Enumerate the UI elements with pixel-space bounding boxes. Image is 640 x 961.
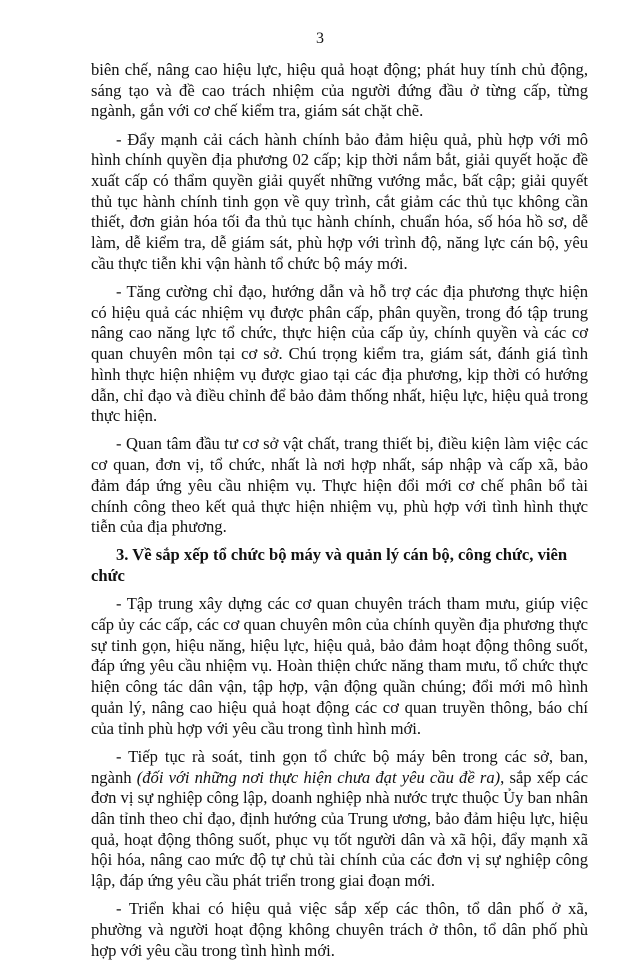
page-number: 3 <box>316 30 324 47</box>
paragraph-apparatus-review <box>91 747 588 892</box>
paragraph-continuation: biên chế, nâng cao hiệu lực, hiệu quả hoạt động; phát huy tính chủ động, sáng tạo và đề cao trách nhiệm của người đứng đầu ở từng cấp, từng ngành, gắn với cơ chế kiểm tra, giám sát chặt chẽ. <box>91 60 588 121</box>
section-heading: 3. Về sắp xếp tổ chức bộ máy và quản lý cán bộ, công chức, viên chức <box>91 545 568 586</box>
paragraph-guidance-support: - Tăng cường chỉ đạo, hướng dẫn và hỗ trợ các địa phương thực hiện có hiệu quả các nhiệm vụ được phân cấp, phân quyền, trong đó tập trung nâng cao năng lực tổ chức, thực hiện của cấp ủy, chính quyền và các cơ quan chuyên môn tại cơ sở. Chú trọng kiểm tra, giám sát, đánh giá tình hình thực hiện nhiệm vụ được giao tại các địa phương, kịp thời có hướng dẫn, chỉ đạo và điều chỉnh để bảo đảm thống nhất, hiệu lực, hiệu quả trong thực hiện. <box>91 282 588 426</box>
paragraph-text-before: - Tiếp tục rà soát, tinh gọn tổ chức bộ máy bên trong các sở, ban, ngành <box>91 746 588 787</box>
paragraph-village-arrangement: - Triển khai có hiệu quả việc sắp xếp các thôn, tổ dân phố ở xã, phường và người hoạt động không chuyên trách ở thôn, tổ dân phố phù hợp với yêu cầu trong tình hình mới. <box>91 899 588 960</box>
paragraph-infrastructure-investment: - Quan tâm đầu tư cơ sở vật chất, trang thiết bị, điều kiện làm việc các cơ quan, đơn vị, tổ chức, nhất là nơi hợp nhất, sáp nhập và cấp xã, bảo đảm đáp ứng yêu cầu nhiệm vụ. Thực hiện đổi mới cơ chế phân bổ tài chính công theo kết quả thực hiện nhiệm vụ, phù hợp với tình hình thực tiễn của địa phương. <box>91 434 588 537</box>
paragraph-admin-reform: - Đẩy mạnh cải cách hành chính bảo đảm hiệu quả, phù hợp với mô hình chính quyền địa phương 02 cấp; kịp thời nắm bắt, giải quyết hoặc đề xuất cấp có thẩm quyền giải quyết những vướng mắc, bất cập; giải quyết thủ tục hành chính tinh gọn về quy trình, cắt giảm các thủ tục không cần thiết, đơn giản hóa tối đa thủ tục hành chính, chuẩn hóa, số hóa hồ sơ, dễ làm, dễ kiểm tra, dễ giám sát, phù hợp với trình độ, năng lực cán bộ, yêu cầu thực tiễn khi vận hành tổ chức bộ máy mới. <box>91 129 588 273</box>
paragraph-advisory-agencies: - Tập trung xây dựng các cơ quan chuyên trách tham mưu, giúp việc cấp ủy các cấp, các cơ quan chuyên môn của chính quyền địa phương thực sự tinh gọn, hiệu năng, hiệu lực, hiệu quả, bảo đảm hoạt động thông suốt, đáp ứng yêu cầu nhiệm vụ. Hoàn thiện chức năng tham mưu, tổ chức thực hiện công tác dân vận, tập hợp, vận động quần chúng; đổi mới mô hình quản lý, nâng cao hiệu quả hoạt động các cơ quan truyền thông, báo chí của tỉnh phù hợp với yêu cầu trong tình hình mới. <box>91 594 588 738</box>
paragraph-italic-note: (đối với những nơi thực hiện chưa đạt yêu cầu đề ra) <box>136 767 501 787</box>
paragraph-text-after: , sắp xếp các đơn vị sự nghiệp công lập, doanh nghiệp nhà nước trực thuộc Ủy ban nhân dân tỉnh theo chỉ đạo, định hướng của Trung ương, bảo đảm hiệu lực, hiệu quả, hoạt động thông suốt, phục vụ tốt người dân và xã hội, đẩy mạnh xã hội hóa, nâng cao mức độ tự chủ tài chính của các đơn vị sự nghiệp công lập, đáp ứng yêu cầu phát triển trong giai đoạn mới. <box>91 767 588 891</box>
